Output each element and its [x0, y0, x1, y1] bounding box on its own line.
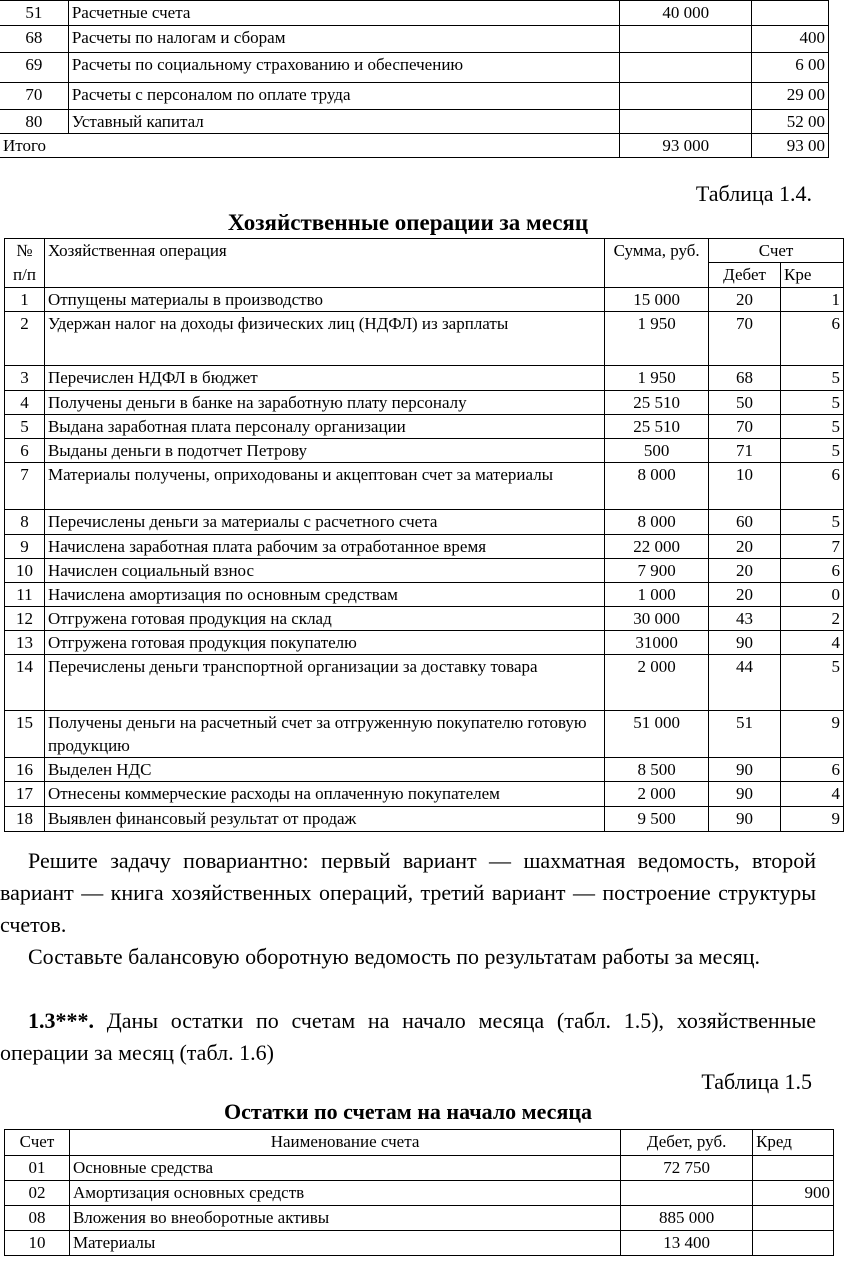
paragraph-balance: [0, 941, 816, 973]
operation-sum: 1 000: [605, 583, 709, 607]
debit-account: 90: [709, 631, 781, 655]
operation-sum: 25 510: [605, 391, 709, 415]
row-number: 13: [5, 631, 45, 655]
row-number: 4: [5, 391, 45, 415]
table-row: [5, 288, 844, 312]
operation-description: Начислена амортизация по основным средствам: [44, 583, 604, 607]
row-number: 18: [5, 807, 45, 832]
credit-account: 9: [781, 807, 844, 832]
task-number: 1.3***.: [28, 1008, 94, 1033]
debit-account: 43: [709, 607, 781, 631]
operation-sum: 31000: [605, 631, 709, 655]
paragraph-text: Решите задачу повариантно: первый вариант — шахматная ведомость, второй вариант — книга хозяйственных операций, третий вариант — построение структуры счетов.: [0, 848, 816, 937]
operation-description: Выявлен финансовый результат от продаж: [44, 807, 604, 832]
operation-sum: 22 000: [605, 535, 709, 559]
table-label: Таблица 1.5: [701, 1069, 812, 1094]
account-number: 10: [5, 1231, 70, 1256]
operation-description: Перечислен НДФЛ в бюджет: [44, 366, 604, 391]
table-title: Хозяйственные операции за месяц: [227, 210, 589, 235]
credit-account: 5: [781, 366, 844, 391]
operation-sum: 9 500: [605, 807, 709, 832]
row-number: 3: [5, 366, 45, 391]
table-row: [5, 1181, 834, 1206]
row-number: 14: [5, 655, 45, 711]
total-debit: 93 000: [620, 134, 752, 158]
operation-description: Получены деньги в банке на заработную плату персоналу: [44, 391, 604, 415]
row-number: 9: [5, 535, 45, 559]
column-header-number: № п/п: [5, 239, 45, 288]
balances-table: [4, 1129, 834, 1256]
row-number: 5: [5, 415, 45, 439]
debit-account: 90: [709, 758, 781, 782]
credit-account: 5: [781, 391, 844, 415]
row-number: 2: [5, 312, 45, 366]
credit-account: 4: [781, 631, 844, 655]
debit-value: [620, 26, 752, 53]
credit-account: 1: [781, 288, 844, 312]
table-row: [5, 583, 844, 607]
operation-sum: 25 510: [605, 415, 709, 439]
account-number: 02: [5, 1181, 70, 1206]
credit-value: 900: [753, 1181, 834, 1206]
table-row: [5, 1231, 834, 1256]
debit-account: 70: [709, 415, 781, 439]
column-header-sum: Сумма, руб.: [605, 239, 709, 288]
account-number: 69: [0, 53, 68, 83]
operation-description: Отнесены коммерческие расходы на оплаченную покупателем: [44, 782, 604, 807]
credit-account: 9: [781, 711, 844, 758]
credit-account: 5: [781, 655, 844, 711]
operation-description: Перечислены деньги транспортной организации за доставку товара: [44, 655, 604, 711]
row-number: 7: [5, 463, 45, 510]
operation-description: Начислен социальный взнос: [44, 559, 604, 583]
operation-description: Отгружена готовая продукция на склад: [44, 607, 604, 631]
account-name: Расчеты с персоналом по оплате труда: [68, 83, 620, 110]
table-row: [5, 535, 844, 559]
table-row: [5, 1156, 834, 1181]
table-row: [5, 607, 844, 631]
row-number: 17: [5, 782, 45, 807]
column-header-credit: Кред: [753, 1130, 834, 1156]
debit-account: 60: [709, 510, 781, 535]
debit-value: [621, 1181, 753, 1206]
table-row: [0, 83, 829, 110]
operation-description: Отгружена готовая продукция покупателю: [44, 631, 604, 655]
operation-description: Материалы получены, оприходованы и акцептован счет за материалы: [44, 463, 604, 510]
table-row: [5, 711, 844, 758]
debit-value: [620, 83, 752, 110]
credit-value: [753, 1231, 834, 1256]
table-label: Таблица 1.4.: [695, 181, 812, 206]
operation-sum: 1 950: [605, 312, 709, 366]
credit-value: 6 00: [752, 53, 829, 83]
account-name: Вложения во внеоборотные активы: [69, 1206, 620, 1231]
table-row: [5, 415, 844, 439]
credit-account: 2: [781, 607, 844, 631]
row-number: 6: [5, 439, 45, 463]
table-row: [0, 1, 829, 26]
row-number: 8: [5, 510, 45, 535]
accounts-table-continued: [0, 0, 829, 158]
debit-account: 71: [709, 439, 781, 463]
operation-description: Выделен НДС: [44, 758, 604, 782]
row-number: 12: [5, 607, 45, 631]
account-number: 80: [0, 110, 68, 134]
credit-account: 6: [781, 463, 844, 510]
account-number: 70: [0, 83, 68, 110]
operation-description: Удержан налог на доходы физических лиц (НДФЛ) из зарплаты: [44, 312, 604, 366]
debit-account: 20: [709, 559, 781, 583]
paragraph-variants: [0, 845, 816, 941]
total-label: Итого: [0, 134, 620, 158]
row-number: 1: [5, 288, 45, 312]
table-row: [5, 782, 844, 807]
operation-sum: 30 000: [605, 607, 709, 631]
table-row: [5, 391, 844, 415]
table-row: [5, 463, 844, 510]
credit-value: [752, 1, 829, 26]
column-header-debit: Дебет: [709, 263, 781, 288]
operation-description: Перечислены деньги за материалы с расчетного счета: [44, 510, 604, 535]
operation-description: Выдана заработная плата персоналу организации: [44, 415, 604, 439]
row-number: 16: [5, 758, 45, 782]
debit-account: 20: [709, 288, 781, 312]
table-row: [5, 631, 844, 655]
paragraph-text: Даны остатки по счетам на начало месяца (табл. 1.5), хозяйственные операции за месяц (табл. 1.6): [0, 1008, 816, 1065]
operation-description: Отпущены материалы в производство: [44, 288, 604, 312]
account-name: Материалы: [69, 1231, 620, 1256]
table-row: [5, 1206, 834, 1231]
debit-account: 50: [709, 391, 781, 415]
row-number: 15: [5, 711, 45, 758]
column-header-operation: Хозяйственная операция: [44, 239, 604, 288]
debit-account: 20: [709, 583, 781, 607]
debit-account: 51: [709, 711, 781, 758]
row-number: 10: [5, 559, 45, 583]
operation-sum: 500: [605, 439, 709, 463]
debit-value: 72 750: [621, 1156, 753, 1181]
table-row: [5, 559, 844, 583]
account-name: Основные средства: [69, 1156, 620, 1181]
debit-value: [620, 53, 752, 83]
column-header-credit: Кре: [781, 263, 844, 288]
credit-value: 29 00: [752, 83, 829, 110]
debit-value: 40 000: [620, 1, 752, 26]
paragraph-task-1-3: [0, 1005, 816, 1069]
credit-account: 6: [781, 559, 844, 583]
credit-account: 6: [781, 758, 844, 782]
credit-account: 6: [781, 312, 844, 366]
operation-sum: 8 000: [605, 463, 709, 510]
debit-account: 10: [709, 463, 781, 510]
operations-table: [4, 238, 844, 832]
operation-sum: 15 000: [605, 288, 709, 312]
credit-account: 5: [781, 415, 844, 439]
account-name: Амортизация основных средств: [69, 1181, 620, 1206]
account-number: 08: [5, 1206, 70, 1231]
account-number: 51: [0, 1, 68, 26]
credit-value: [753, 1206, 834, 1231]
credit-account: 0: [781, 583, 844, 607]
table-row: [5, 807, 844, 832]
row-number: 11: [5, 583, 45, 607]
paragraph-text: Составьте балансовую оборотную ведомость по результатам работы за месяц.: [28, 944, 761, 969]
operation-description: Получены деньги на расчетный счет за отгруженную покупателю готовую продукцию: [44, 711, 604, 758]
operation-sum: 1 950: [605, 366, 709, 391]
table-row: [5, 510, 844, 535]
debit-account: 70: [709, 312, 781, 366]
operation-sum: 8 500: [605, 758, 709, 782]
debit-account: 20: [709, 535, 781, 559]
table-row: [5, 655, 844, 711]
debit-account: 44: [709, 655, 781, 711]
debit-value: 13 400: [621, 1231, 753, 1256]
column-header-account: Счет: [709, 239, 844, 263]
debit-account: 90: [709, 782, 781, 807]
account-name: Расчеты по социальному страхованию и обеспечению: [68, 53, 620, 83]
account-name: Расчетные счета: [68, 1, 620, 26]
operation-sum: 8 000: [605, 510, 709, 535]
credit-account: 5: [781, 510, 844, 535]
total-row: [0, 134, 829, 158]
account-number: 01: [5, 1156, 70, 1181]
credit-account: 4: [781, 782, 844, 807]
table-row: [5, 758, 844, 782]
table-row: [0, 110, 829, 134]
credit-value: [753, 1156, 834, 1181]
table-row: [5, 312, 844, 366]
total-credit: 93 00: [752, 134, 829, 158]
operation-description: Выданы деньги в подотчет Петрову: [44, 439, 604, 463]
table-row: [5, 439, 844, 463]
operation-sum: 7 900: [605, 559, 709, 583]
account-number: 68: [0, 26, 68, 53]
operation-sum: 51 000: [605, 711, 709, 758]
column-header-debit: Дебет, руб.: [621, 1130, 753, 1156]
credit-account: 5: [781, 439, 844, 463]
column-header-account: Счет: [5, 1130, 70, 1156]
column-header-name: Наименование счета: [69, 1130, 620, 1156]
operation-sum: 2 000: [605, 655, 709, 711]
debit-account: 90: [709, 807, 781, 832]
operation-sum: 2 000: [605, 782, 709, 807]
debit-value: 885 000: [621, 1206, 753, 1231]
table-row: [0, 53, 829, 83]
account-name: Расчеты по налогам и сборам: [68, 26, 620, 53]
operation-description: Начислена заработная плата рабочим за отработанное время: [44, 535, 604, 559]
credit-value: 52 00: [752, 110, 829, 134]
credit-account: 7: [781, 535, 844, 559]
table-title: Остатки по счетам на начало месяца: [223, 1099, 593, 1124]
table-row: [5, 366, 844, 391]
debit-account: 68: [709, 366, 781, 391]
account-name: Уставный капитал: [68, 110, 620, 134]
table-row: [0, 26, 829, 53]
debit-value: [620, 110, 752, 134]
credit-value: 400: [752, 26, 829, 53]
